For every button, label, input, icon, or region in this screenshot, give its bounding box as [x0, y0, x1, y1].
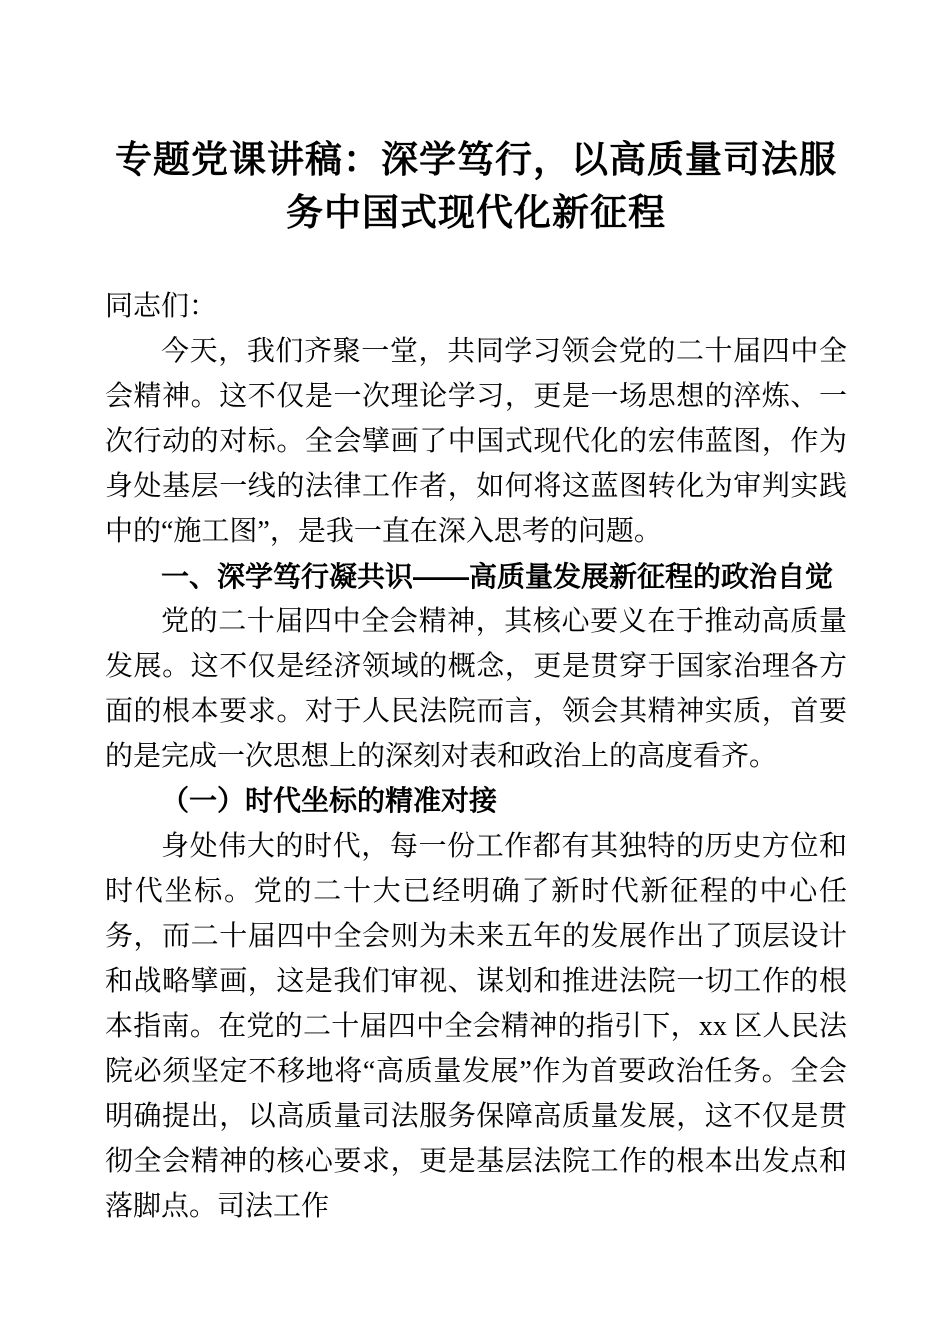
section-heading-1: 一、深学笃行凝共识——高质量发展新征程的政治自觉 [161, 561, 834, 592]
subsection-heading-1-1: （一）时代坐标的精准对接 [161, 786, 498, 817]
paragraph-subsection-1-1: 身处伟大的时代，每一份工作都有其独特的历史方位和时代坐标。党的二十大已经明确了新时代新征程的中心任务，而二十届四中全会则为未来五年的发展作出了顶层设计和战略擘画，这是我们审视、谋划和推进法院一切工作的根本指南。在党的二十届四中全会精神的指引下，xx 区人民法院必须坚定不移地将“高质量发展”作为首要政治任务。全会明确提出，以高质量司法服务保障高质量发展，这不仅是贯彻全会精神的核心要求，更是基层法院工作的根本出发点和落脚点。司法工作 [105, 831, 847, 1222]
paragraph-section-1: 党的二十届四中全会精神，其核心要义在于推动高质量发展。这不仅是经济领域的概念，更是贯穿于国家治理各方面的根本要求。对于人民法院而言，领会其精神实质，首要的是完成一次思想上的深刻对表和政治上的高度看齐。 [105, 606, 847, 772]
paragraph-intro: 今天，我们齐聚一堂，共同学习领会党的二十届四中全会精神。这不仅是一次理论学习，更是一场思想的淬炼、一次行动的对标。全会擘画了中国式现代化的宏伟蓝图，作为身处基层一线的法律工作者，如何将这蓝图转化为审判实践中的“施工图”，是我一直在深入思考的问题。 [105, 336, 847, 547]
salutation: 同志们： [105, 291, 218, 322]
document-title: 专题党课讲稿：深学笃行，以高质量司法服务中国式现代化新征程 [115, 140, 837, 234]
